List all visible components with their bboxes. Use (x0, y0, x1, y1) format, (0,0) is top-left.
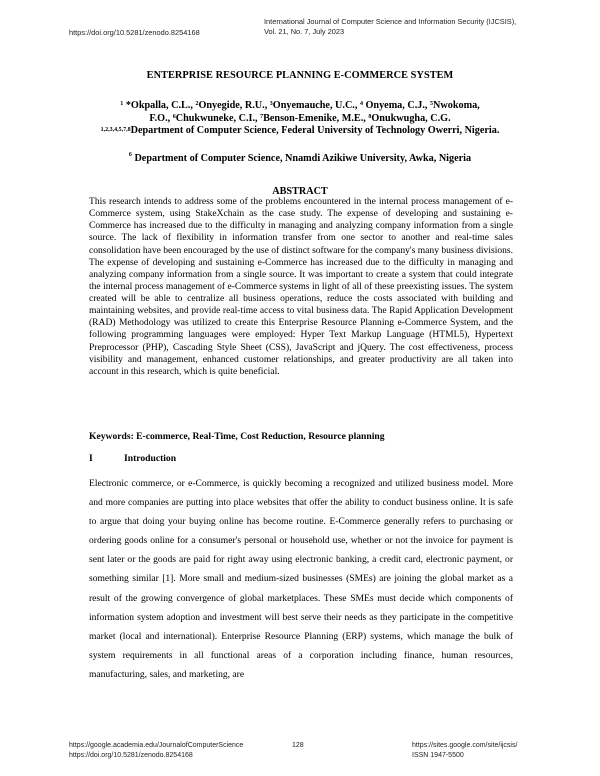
author-name: *Okpalla, C.L., (125, 100, 193, 111)
affiliation-futo (95, 125, 505, 138)
author-sup: 5 (430, 101, 434, 107)
footer-right (412, 741, 517, 760)
header-journal (264, 17, 544, 37)
paper-title: ENTERPRISE RESOURCE PLANNING E-COMMERCE SYSTEM (146, 70, 454, 81)
footer-academia-link: https://google.academia.edu/JournalofComputerScience (69, 742, 244, 749)
header-journal-volume: Vol. 21, No. 7, July 2023 (264, 27, 345, 36)
author-sup: 8 (368, 114, 372, 120)
author-sup: 2 (195, 101, 199, 107)
introduction-body: Electronic commerce, or e-Commerce, is quickly becoming a recognized and utilized business model. More and more companies are putting into place websites that offer the ability to conduct business online. It is safe to argue that doing your buying online has become routine. E-Commerce generally refers to purchasing or ordering goods online for a consumer's personal or household use, whether or not the invoice for payment is sent later or the goods are paid for right away using electronic banking, a credit card, electronic payment, or something similar [1]. More small and medium-sized businesses (SMEs) are joining the global market as a result of the growing convergence of global marketplaces. These SMEs must decide which components of information system adoption and investment will best serve their needs as they participate in the competitive market (local and international). Enterprise Resource Planning (ERP) systems, which manage the bulk of system requirements in all functional areas of a corporation including finance, human resources, manufacturing, sales, and marketing, are (89, 478, 513, 680)
author-name: Onyema, C.J., (365, 100, 428, 111)
author-sup: 7 (260, 114, 264, 120)
section-title: Introduction (124, 453, 177, 464)
author-name: Onyemauche, U.C., (272, 100, 358, 111)
author-sup: 1 (120, 101, 124, 107)
author-name: Onyegide, R.U., (198, 100, 268, 111)
abstract-body: This research intends to address some of the problems encountered in the internal process management of e-Commerce system, using StakeXchain as the case study. The expense of developing and sustaining e-Commerce has increased due to the difficulty in managing and analyzing company information from a single source. The lack of flexibility in information transfer from one sector to another and real-time sales consolidation have been encouraged by the use of distinct software for the company's many business divisions. The expense of developing and sustaining e-Commerce has increased due to the difficulty in managing and analyzing company information from a single source. It was important to create a system that could integrate the internal process management of e-Commerce systems in light of all of these preexisting issues. The system created will be able to centralize all business operations, reduce the costs associated with building and maintaining websites, and provide real-time access to vital business data. The Rapid Application Development (RAD) Methodology was utilized to create this Enterprise Resource Planning e-Commerce System, and the following programming languages were employed: Hyper Text Markup Language (HTML5), Hypertext Preprocessor (PHP), Cascading Style Sheet (CSS), JavaScript and jQuery. The cost effectiveness, process visibility and management, enhanced customer relationships, and greater productivity are all taken into account in this research, which is quite beneficial. (89, 196, 513, 377)
author-name: Chukwuneke, C.I., (175, 113, 258, 124)
affiliation-text: Department of Computer Science, Federal University of Technology Owerri, Nigeria. (130, 125, 500, 136)
author-sup: 4 (359, 101, 363, 107)
author-name: F.O., (149, 113, 171, 124)
page-number: 128 (292, 742, 304, 749)
affiliation-text: Department of Computer Science, Nnamdi Azikiwe University, Awka, Nigeria (134, 153, 472, 164)
footer-issn: ISSN 1947-5500 (412, 751, 464, 759)
section-heading (89, 453, 176, 464)
author-list (95, 99, 505, 125)
abstract-heading: ABSTRACT (272, 186, 328, 197)
keywords: Keywords: E-commerce, Real-Time, Cost Reduction, Resource planning (89, 431, 385, 442)
affiliation-sup: 1,2,3,4,5,7,8 (100, 127, 131, 133)
affiliation-sup: 6 (128, 152, 132, 158)
header-doi: https://doi.org/10.5281/zenodo.8254168 (69, 28, 200, 37)
author-sup: 6 (172, 114, 176, 120)
footer-left (69, 741, 243, 760)
section-number: I (89, 453, 93, 464)
author-name: Nwokoma, (433, 100, 480, 111)
author-sup: 3 (269, 101, 273, 107)
footer-site-link: https://sites.google.com/site/ijcsis/ (412, 742, 518, 749)
footer-doi: https://doi.org/10.5281/zenodo.8254168 (69, 751, 193, 759)
affiliation-unizik (90, 153, 510, 164)
header-journal-name: International Journal of Computer Science and Information Security (IJCSIS), (264, 17, 517, 26)
author-name: Benson-Emenike, M.E., (263, 113, 366, 124)
author-name: Onukwugha, C.G. (371, 113, 451, 124)
